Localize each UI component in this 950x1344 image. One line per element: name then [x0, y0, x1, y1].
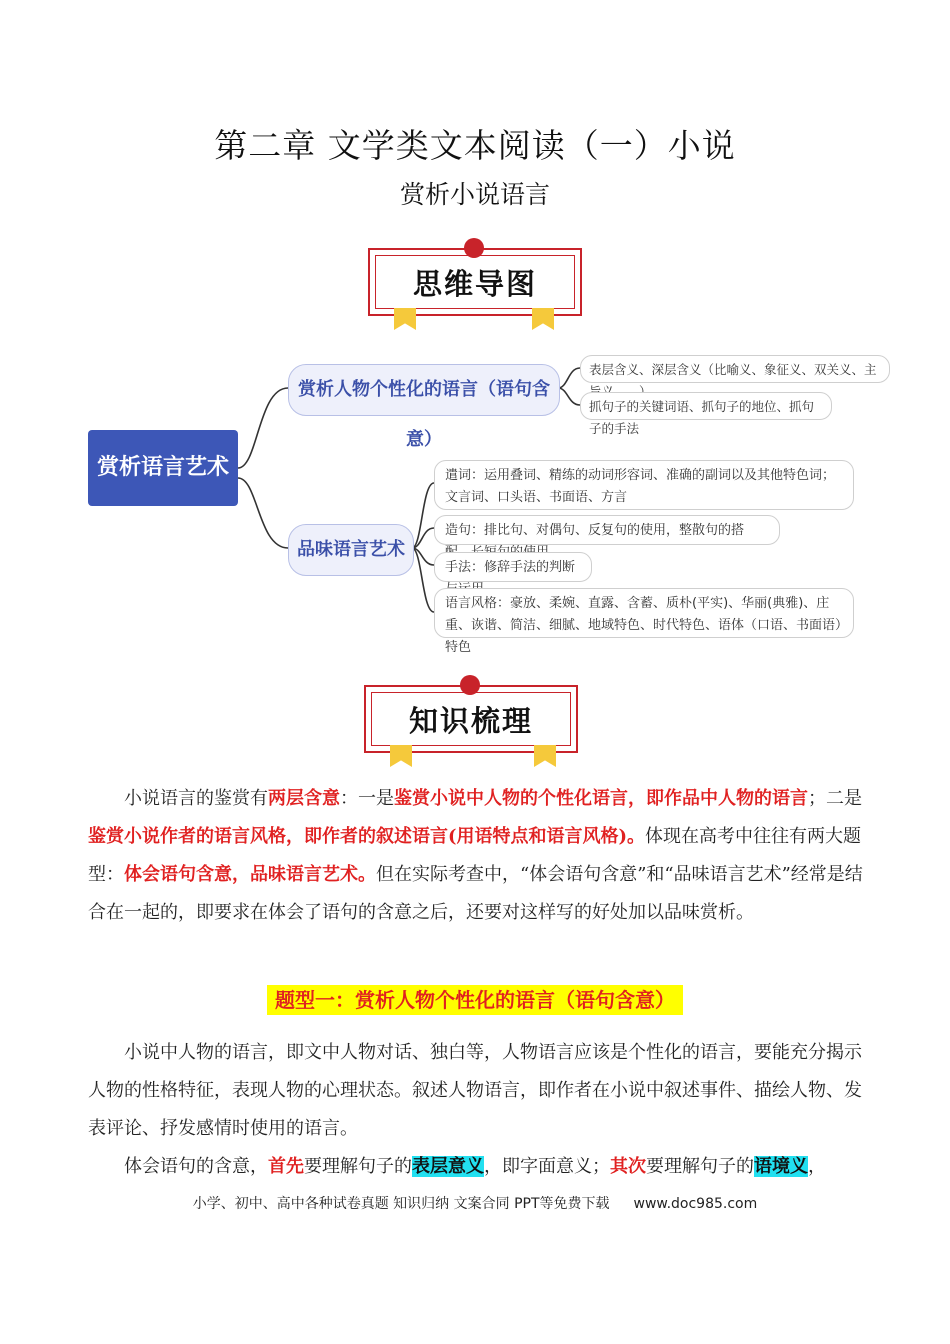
- section-heading: [0, 984, 950, 1013]
- mindmap-leaf-sentence: 造句：排比句、对偶句、反复句的使用，整散句的搭: [434, 515, 780, 545]
- mindmap-leaf-word-choice: 遣词：运用叠词、精练的动词形容词、准确的副词以及其他特色词；文言词、口头语、书面语、方言: [434, 460, 854, 510]
- banner-pin-icon: [460, 675, 480, 695]
- text: 小说语言的鉴赏有: [124, 788, 268, 809]
- ribbon-right-icon: [534, 745, 556, 767]
- text: 但在实际考查中，“体会语句含意”和“品味语言艺术”经常是结合在一起的，即要求在体会了语句的含意之后，还要对这样写的好处加以品味赏析。: [88, 864, 863, 923]
- ribbon-right-icon: [532, 308, 554, 330]
- knowledge-banner: [364, 675, 578, 757]
- knowledge-banner-title: 知识梳理: [408, 704, 533, 738]
- emphasis: 其次: [610, 1156, 646, 1177]
- emphasis: 首先: [268, 1156, 304, 1177]
- text: 体会语句的含意，: [124, 1156, 268, 1177]
- page-title: 第二章 文学类文本阅读（一）小说: [214, 126, 736, 165]
- text: 体现在高考中往往有两大题型：: [88, 826, 862, 885]
- mindmap-leaf-rhetoric: 手法：修辞手法的判断: [434, 552, 592, 582]
- section-heading-text: 题型一：赏析人物个性化的语言（语句含意）: [267, 985, 683, 1015]
- mindmap-branch-character-language: 赏析人物个性化的语言（语句含意）: [288, 364, 560, 416]
- mindmap-banner: [368, 238, 582, 320]
- text: 要理解句子的: [304, 1156, 412, 1177]
- mindmap-banner-title: 思维导图: [412, 267, 537, 301]
- emphasis: 体会语句含意，品味语言艺术。: [124, 864, 376, 885]
- text: ，: [808, 1156, 826, 1177]
- intro-paragraph: [88, 780, 868, 932]
- text: 要理解句子的: [646, 1156, 754, 1177]
- footer-link[interactable]: www.doc985.com: [633, 1196, 758, 1212]
- banner-pin-icon: [464, 238, 484, 258]
- ribbon-left-icon: [394, 308, 416, 330]
- text: ：一是: [340, 788, 394, 809]
- section-paragraph: 小说中人物的语言，即文中人物对话、独白等，人物语言应该是个性化的语言，要能充分揭示人物的性格特征，表现人物的心理状态。叙述人物语言，即作者在小说中叙述事件、描绘人物、发表评论、抒发感情时使用的语言。: [88, 1042, 862, 1139]
- mindmap-leaf-style: 语言风格：豪放、柔婉、直露、含蓄、质朴(平实)、华丽(典雅)、庄重、诙谐、简洁、细腻、地域特色、时代特色、语体（口语、书面语）特色: [434, 588, 854, 638]
- mindmap-leaf-key-words: 抓句子的关键词语、抓句子的地位、抓句子的手法: [580, 392, 832, 420]
- highlight: 语境义: [754, 1156, 808, 1177]
- mindmap-branch-language-art: 品味语言艺术: [288, 524, 414, 576]
- emphasis: 鉴赏小说中人物的个性化语言，即作品中人物的语言: [394, 788, 808, 809]
- footer-text: 小学、初中、高中各种试卷真题 知识归纳 文案合同 PPT等免费下载: [192, 1196, 610, 1212]
- page-footer: [0, 1193, 950, 1213]
- ribbon-left-icon: [390, 745, 412, 767]
- highlight: 表层意义: [412, 1156, 484, 1177]
- emphasis: 两层含意: [268, 788, 340, 809]
- mindmap-root: 赏析语言艺术: [88, 430, 238, 506]
- page-subtitle: 赏析小说语言: [399, 180, 550, 209]
- mindmap-leaf-meaning-layers: 表层含义、深层含义（比喻义、象征义、双关义、主: [580, 355, 890, 383]
- emphasis: 鉴赏小说作者的语言风格，即作者的叙述语言(用语特点和语言风格)。: [88, 826, 646, 847]
- text: ；二是: [808, 788, 862, 809]
- text: ，即字面意义；: [484, 1156, 610, 1177]
- section-paragraph-meaning: [88, 1148, 868, 1186]
